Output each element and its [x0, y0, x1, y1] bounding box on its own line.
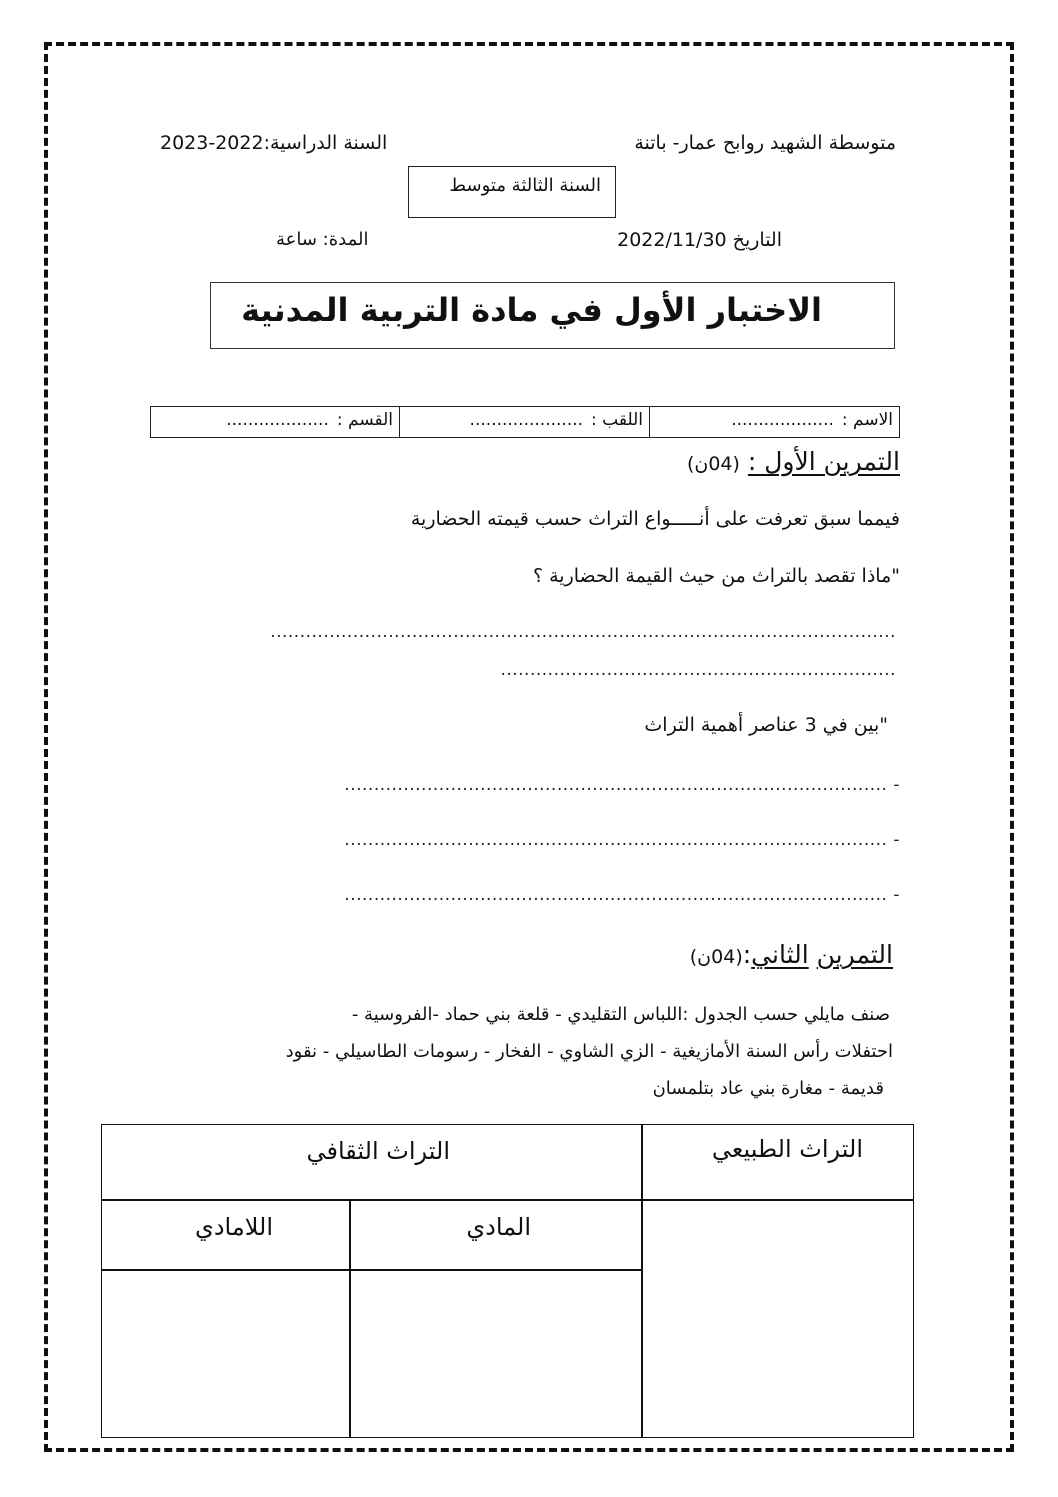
- material-answer-cell[interactable]: [351, 1271, 641, 1437]
- exercise2-line-2: احتفلات رأس السنة الأمازيغية - الزي الشاوي - الفخار - رسومات الطاسيلي - نقود: [285, 1041, 893, 1062]
- exercise2-line-3: قديمة - مغارة بني عاد بتلمسان: [652, 1078, 884, 1099]
- name-label: الاسم :: [841, 410, 893, 430]
- exercise2-heading: [690, 940, 893, 969]
- class-cell[interactable]: [152, 407, 399, 437]
- exam-date: التاريخ 2022/11/30: [617, 229, 782, 251]
- school-name: متوسطة الشهيد روابح عمار- باتنة: [634, 132, 896, 154]
- immaterial-header: اللامادي: [195, 1213, 273, 1241]
- exercise1-question2: "بين في 3 عناصر أهمية التراث: [644, 714, 888, 736]
- school-year: السنة الدراسية:2022-2023: [160, 132, 388, 154]
- exercise1-intro: فيمما سبق تعرفت على أنـــــواع التراث حسب قيمته الحضارية: [410, 508, 900, 530]
- exercise2-title-part1: التمرين: [816, 940, 893, 969]
- surname-label: اللقب :: [591, 410, 643, 430]
- immaterial-answer-cell[interactable]: [102, 1271, 349, 1437]
- level-label: السنة الثالثة متوسط: [449, 175, 601, 196]
- cultural-heritage-header: التراث الثقافي: [306, 1137, 450, 1165]
- answer-line-1[interactable]: ..........................................................................................................: [270, 622, 896, 642]
- exercise1-question1: "ماذا تقصد بالتراث من حيث القيمة الحضارية ؟: [532, 565, 900, 587]
- exercise2-title-colon: :: [742, 940, 752, 969]
- answer-line-2[interactable]: ...................................................................: [500, 660, 896, 680]
- class-label: القسم :: [336, 410, 393, 430]
- surname-cell[interactable]: [399, 407, 649, 437]
- exercise1-heading: [687, 447, 900, 476]
- student-info-table: [150, 406, 900, 438]
- surname-dots: .....................: [469, 410, 584, 430]
- natural-heritage-header: التراث الطبيعي: [711, 1135, 863, 1163]
- material-header: المادي: [466, 1213, 531, 1241]
- exercise1-points: (04ن): [686, 453, 740, 475]
- natural-answer-cell[interactable]: [643, 1201, 913, 1437]
- bullet-answer-3[interactable]: - ............................................................................................: [344, 885, 900, 905]
- exam-duration: المدة: ساعة: [276, 229, 369, 250]
- exercise2-points: (04ن): [689, 946, 743, 968]
- exercise2-title-part2: الثاني: [751, 940, 809, 969]
- exercise1-title: التمرين الأول :: [747, 447, 900, 476]
- name-cell[interactable]: [649, 407, 899, 437]
- exercise2-line-1: صنف مايلي حسب الجدول :اللباس التقليدي - قلعة بني حماد -الفروسية -: [351, 1004, 890, 1025]
- bullet-answer-1[interactable]: - ............................................................................................: [344, 775, 900, 795]
- name-dots: ...................: [731, 410, 834, 430]
- heritage-table: [101, 1124, 914, 1438]
- bullet-answer-2[interactable]: - ............................................................................................: [344, 830, 900, 850]
- level-box: [408, 166, 616, 218]
- exam-title: الاختبار الأول في مادة التربية المدنية: [241, 291, 822, 329]
- class-dots: ...................: [226, 410, 329, 430]
- exam-title-box: [210, 282, 895, 349]
